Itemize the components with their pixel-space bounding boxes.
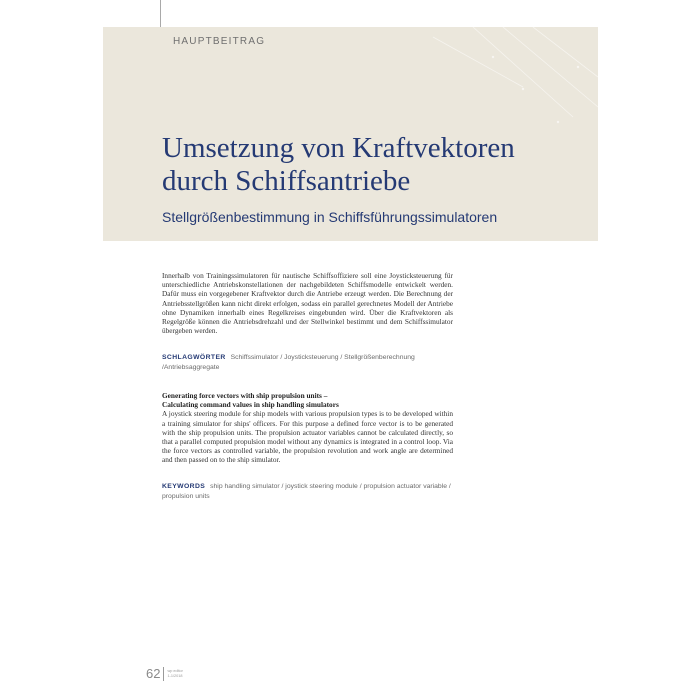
abstract-german: Innerhalb von Trainingssimulatoren für nautische Schiffsoffiziere soll eine Joysticksteuerung für unterschiedliche Antriebskonstellationen der nachgebildeten Schiffsmodelle entwickelt werden. Dafür muss ein vorgegebener Kraftvektor durch die Antriebe erzeugt werden. Die Berechnung der Antriebsstellgrößen kann nicht direkt erfolgen, sodass ein parallel gerechnetes Modell der Antriebe ohne Dynamiken innerhalb eines Regelkreises eingebunden wird. Über die Kraftvektoren als Regelgröße können die Antriebsdrehzahl und der Stellwinkel bestimmt und dem Schiffssimulator übergeben werden.	[162, 271, 453, 336]
footer-issue: 1-1/2018	[167, 674, 183, 678]
title-line-1: Umsetzung von Kraftvektoren	[162, 132, 515, 164]
keywords-english-label: KEYWORDS	[162, 483, 206, 490]
page-number: 62	[146, 666, 161, 681]
english-title-line-2: Calculating command values in ship handling simulators	[162, 400, 339, 410]
keywords-german-label: SCHLAGWÖRTER	[162, 354, 226, 361]
footer-journal-info	[167, 669, 182, 679]
keywords-german	[162, 353, 462, 372]
keywords-english	[162, 482, 462, 501]
footer-journal: wp editor	[167, 669, 183, 673]
page-footer	[146, 667, 183, 681]
footer-divider	[163, 667, 164, 681]
abstract-english: A joystick steering module for ship models with various propulsion types is to be developed within a training simulator for ships' officers. For this purpose a defined force vector is to be generated with the ship propulsion units. The propulsion actuator variables cannot be calculated directly, so that a parallel computed propulsion model without any dynamics is integrated in a control loop. Via the force vectors as controlled variable, the propulsion revolution and work angle are determined and then passed on to the ship simulator.	[162, 409, 453, 465]
section-label: HAUPTBEITRAG	[173, 36, 266, 47]
article-subtitle: Stellgrößenbestimmung in Schiffsführungssimulatoren	[162, 209, 498, 225]
keywords-german-text: Schiffssimulator / Joysticksteuerung / Stellgrößenberechnung /Antriebsaggregate	[162, 354, 415, 371]
english-title-line-1: Generating force vectors with ship propulsion units –	[162, 391, 328, 400]
article-title	[162, 132, 592, 198]
english-summary	[162, 391, 453, 465]
keywords-english-text: ship handling simulator / joystick steering module / propulsion actuator variable / propulsion units	[162, 483, 451, 500]
title-line-2: durch Schiffsantriebe	[162, 165, 411, 197]
